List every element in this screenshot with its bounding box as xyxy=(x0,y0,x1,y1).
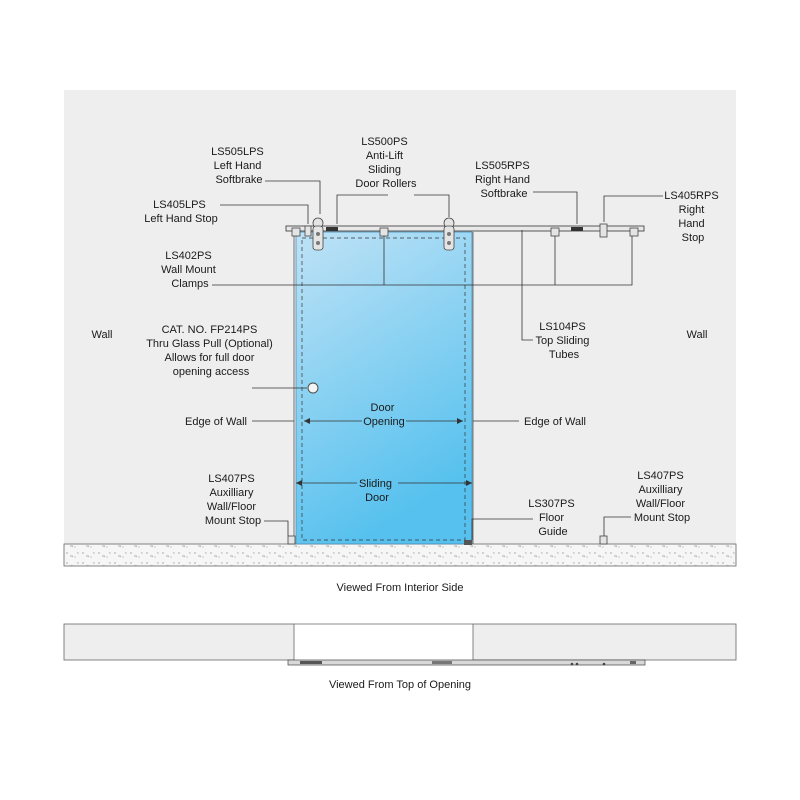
floor-stop-right xyxy=(600,536,607,544)
label-edge-of-wall-right: Edge of Wall xyxy=(524,416,586,428)
floor-slab xyxy=(64,544,736,566)
wall-clamp xyxy=(292,228,300,236)
label-ls307ps: LS307PS Floor Guide xyxy=(528,498,575,538)
label-ls407ps-left: LS407PS Auxilliary Wall/Floor Mount Stop xyxy=(204,473,262,527)
floor-guide xyxy=(464,540,472,545)
plan-wall-right xyxy=(473,624,736,660)
right-hand-stop xyxy=(600,224,607,237)
label-ls407ps-right: LS407PS Auxilliary Wall/Floor Mount Stop xyxy=(633,470,691,524)
door-roller-left xyxy=(313,218,323,250)
wall-clamp xyxy=(551,228,559,236)
plan-roller xyxy=(300,661,322,664)
floor-stop-left xyxy=(288,536,295,544)
left-hand-stop xyxy=(305,226,311,236)
thru-glass-pull xyxy=(308,383,318,393)
label-ls405lps: LS405LPS Left Hand Stop xyxy=(144,199,218,225)
plan-track xyxy=(288,660,645,665)
label-edge-of-wall-left: Edge of Wall xyxy=(185,416,247,428)
top-sliding-tube xyxy=(286,226,644,231)
caption-interior-view: Viewed From Interior Side xyxy=(336,582,464,594)
label-ls505lps: LS505LPS Left Hand Softbrake xyxy=(211,146,264,186)
label-fp214ps: CAT. NO. FP214PS Thru Glass Pull (Optional) Allows for full door opening access xyxy=(146,324,273,378)
label-wall-left: Wall xyxy=(91,329,113,341)
wall-clamp xyxy=(630,228,638,236)
plan-roller xyxy=(432,661,452,664)
label-ls402ps: LS402PS Wall Mount Clamps xyxy=(161,250,216,290)
label-wall-right: Wall xyxy=(686,329,708,341)
label-ls505rps: LS505RPS Right Hand Softbrake xyxy=(474,160,530,200)
label-ls405rps: LS405RPS Right Hand Stop xyxy=(664,190,719,244)
door-roller-right xyxy=(444,218,454,250)
right-softbrake xyxy=(571,227,583,231)
label-ls104ps: LS104PS Top Sliding Tubes xyxy=(535,321,590,361)
label-door-opening: Door Opening xyxy=(363,402,405,428)
wall-clamp xyxy=(380,228,388,236)
plan-view xyxy=(64,624,736,665)
left-softbrake xyxy=(326,227,338,231)
label-ls500ps: LS500PS Anti-Lift Sliding Door Rollers xyxy=(355,136,417,190)
label-sliding-door: Sliding Door xyxy=(358,478,392,504)
caption-top-view: Viewed From Top of Opening xyxy=(328,679,472,691)
plan-wall-left xyxy=(64,624,294,660)
